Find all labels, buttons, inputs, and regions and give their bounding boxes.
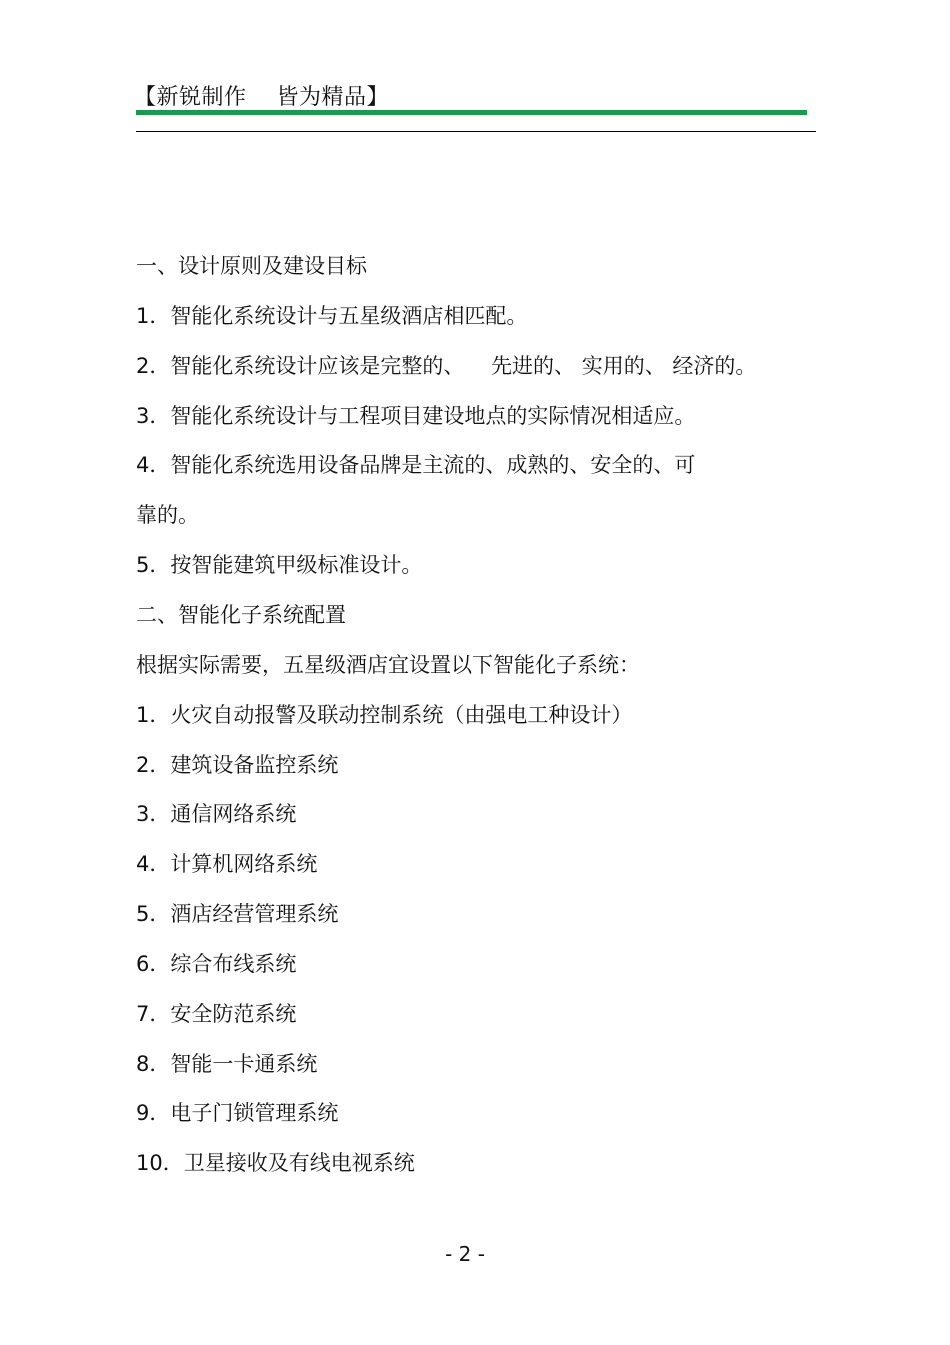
header-title: 【新锐制作 皆为精品】 <box>134 85 389 110</box>
page-number: - 2 - <box>445 1242 485 1266</box>
subsystem-item-5: 5．酒店经营管理系统 <box>136 902 339 926</box>
principle-item-2: 2．智能化系统设计应该是完整的、 先进的、 实用的、 经济的。 <box>136 354 757 378</box>
subsystem-item-2: 2．建筑设备监控系统 <box>136 753 339 777</box>
section-heading-subsystems: 二、智能化子系统配置 <box>136 603 346 627</box>
subsystem-item-8: 8．智能一卡通系统 <box>136 1052 318 1076</box>
subsystem-item-6: 6．综合布线系统 <box>136 952 297 976</box>
subsystem-item-4: 4．计算机网络系统 <box>136 852 318 876</box>
subsystem-item-3: 3．通信网络系统 <box>136 802 297 826</box>
principle-item-4: 4．智能化系统选用设备品牌是主流的、成熟的、安全的、可 <box>136 453 696 477</box>
subsystems-intro: 根据实际需要，五星级酒店宜设置以下智能化子系统： <box>136 653 640 677</box>
principle-item-3: 3．智能化系统设计与工程项目建设地点的实际情况相适应。 <box>136 404 696 428</box>
section-heading-design-principles: 一、设计原则及建设目标 <box>136 254 367 278</box>
principle-item-1: 1．智能化系统设计与五星级酒店相匹配。 <box>136 304 528 328</box>
subsystem-item-9: 9．电子门锁管理系统 <box>136 1101 339 1125</box>
subsystem-item-10: 10．卫星接收及有线电视系统 <box>136 1151 415 1175</box>
principle-item-5: 5．按智能建筑甲级标准设计。 <box>136 553 423 577</box>
header-black-rule <box>136 131 816 132</box>
subsystem-item-7: 7．安全防范系统 <box>136 1002 297 1026</box>
header-green-rule <box>136 110 807 115</box>
subsystem-item-1: 1．火灾自动报警及联动控制系统（由强电工种设计） <box>136 703 633 727</box>
principle-item-4-continued: 靠的。 <box>136 503 199 527</box>
